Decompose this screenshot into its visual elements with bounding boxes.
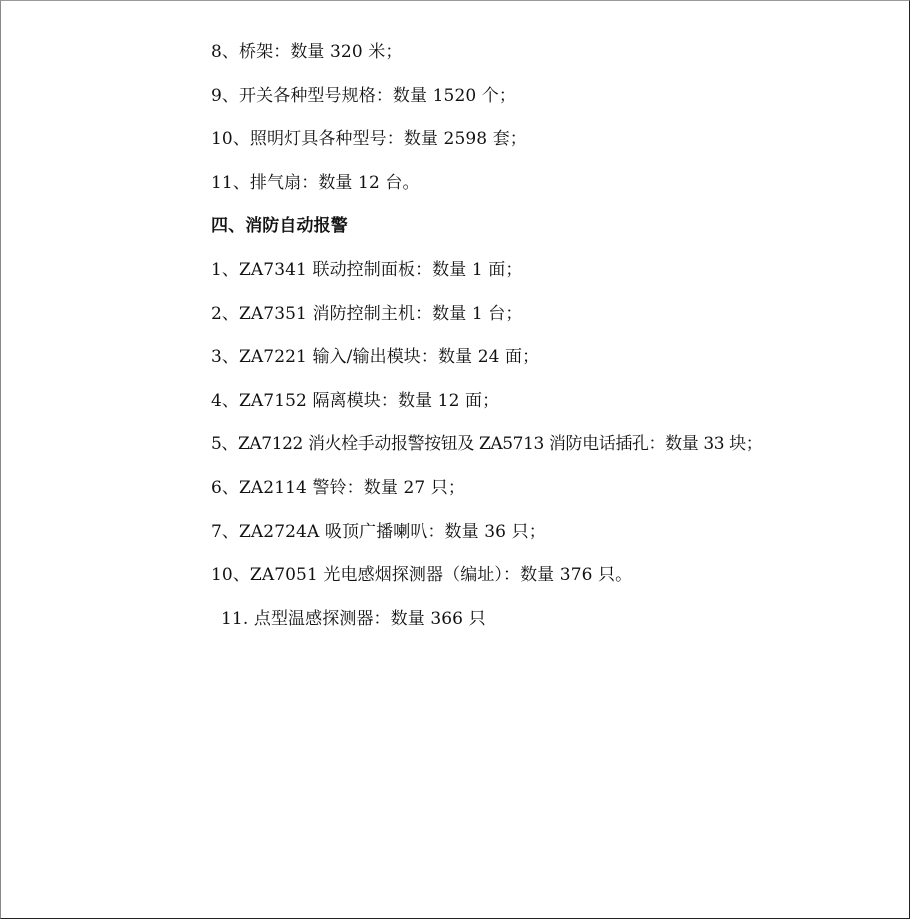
list-item-smoke-detector: 10、ZA7051 光电感烟探测器（编址）：数量 376 只。 [211, 565, 633, 586]
list-item-heat-detector: 11. 点型温感探测器：数量 366 只 [221, 608, 486, 629]
section-heading-fire-alarm: 四、消防自动报警 [211, 216, 348, 237]
list-item-io-module: 3、ZA7221 输入/输出模块：数量 24 面； [211, 347, 540, 368]
list-item-isolation-module: 4、ZA7152 隔离模块：数量 12 面； [211, 390, 500, 411]
list-item-fire-control-host: 2、ZA7351 消防控制主机：数量 1 台； [211, 303, 523, 324]
list-item-lighting-fixtures: 10、照明灯具各种型号：数量 2598 套； [211, 129, 527, 150]
list-item-switches: 9、开关各种型号规格：数量 1520 个； [211, 85, 516, 106]
list-item-alarm-button-phone-jack: 5、ZA7122 消火栓手动报警按钮及 ZA5713 消防电话插孔：数量 33 块； [211, 434, 763, 455]
document-body [211, 37, 851, 647]
list-item-ceiling-speaker: 7、ZA2724A 吸顶广播喇叭：数量 36 只； [211, 521, 546, 542]
list-item-linkage-control-panel: 1、ZA7341 联动控制面板：数量 1 面； [211, 259, 523, 280]
list-item-bridge-frame: 8、桥架：数量 320 米； [211, 42, 403, 62]
list-item-exhaust-fans: 11、排气扇：数量 12 台。 [211, 172, 420, 193]
list-item-alarm-bell: 6、ZA2114 警铃：数量 27 只； [211, 477, 466, 498]
